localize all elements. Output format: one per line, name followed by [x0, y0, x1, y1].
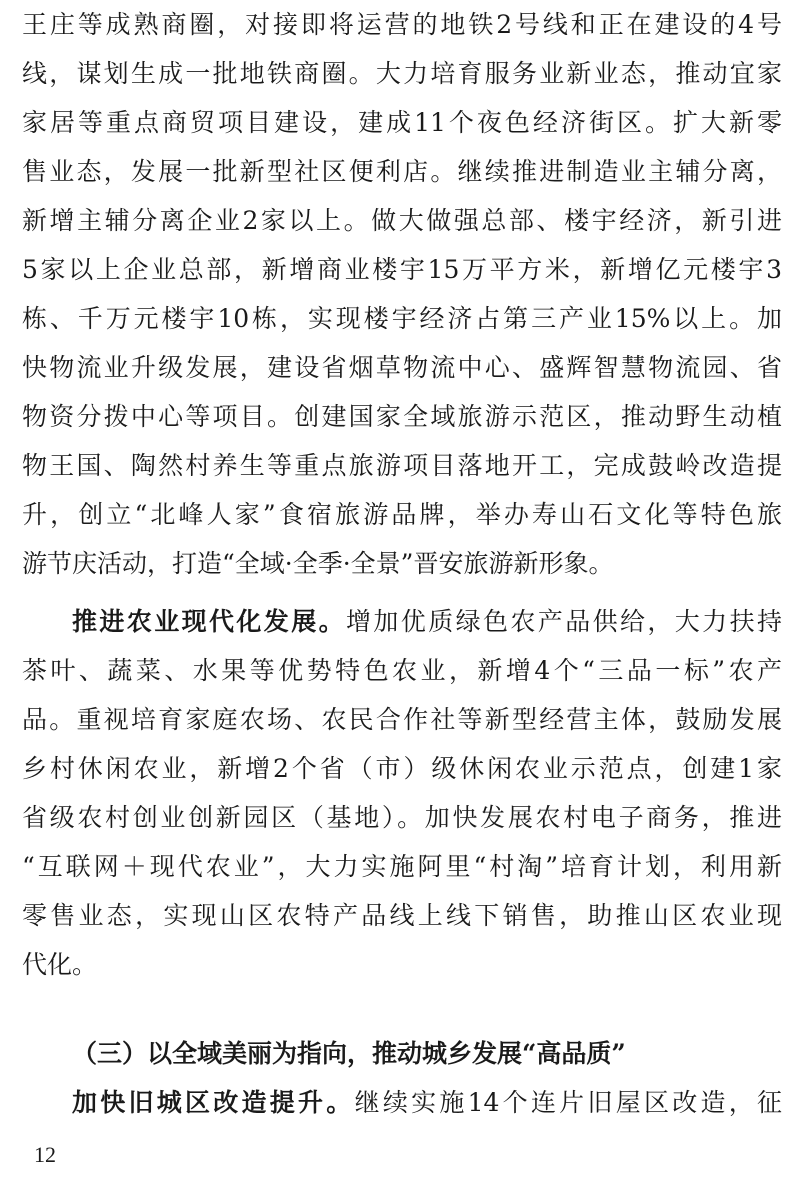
paragraph-line: 家居等重点商贸项目建设，建成11个夜色经济街区。扩大新零 [22, 108, 782, 137]
paragraph-line: 新增主辅分离企业2家以上。做大做强总部、楼宇经济，新引进 [22, 206, 782, 235]
paragraph-first-line [22, 1078, 782, 1127]
paragraph-text: 继续实施14个连片旧屋区改造，征 [354, 1088, 782, 1117]
paragraph-line: 5家以上企业总部，新增商业楼宇15万平方米，新增亿元楼宇3 [22, 255, 782, 284]
paragraph-line: 售业态，发展一批新型社区便利店。继续推进制造业主辅分离， [22, 157, 782, 186]
paragraph-text: 增加优质绿色农产品供给，大力扶持 [346, 607, 782, 636]
paragraph-line: 快物流业升级发展，建设省烟草物流中心、盛辉智慧物流园、省 [22, 353, 782, 382]
paragraph-heading: 加快旧城区改造提升。 [72, 1088, 355, 1117]
paragraph-line: 代化。 [22, 950, 98, 979]
paragraph-line: 线，谋划生成一批地铁商圈。大力培育服务业新业态，推动宜家 [22, 59, 782, 88]
paragraph-line: 王庄等成熟商圈，对接即将运营的地铁2号线和正在建设的4号 [22, 10, 782, 39]
paragraph-line: 物资分拨中心等项目。创建国家全域旅游示范区，推动野生动植 [22, 402, 782, 431]
page-number: 12 [34, 1142, 56, 1167]
section-three [22, 1029, 782, 1127]
paragraph-first-line [22, 597, 782, 646]
paragraph-commerce-services [22, 0, 782, 588]
paragraph-line: 省级农村创业创新园区（基地）。加快发展农村电子商务，推进 [22, 803, 782, 832]
section-heading: （三）以全域美丽为指向，推动城乡发展“高品质” [72, 1039, 626, 1068]
paragraph-heading: 推进农业现代化发展。 [72, 607, 346, 636]
paragraph-line: 品。重视培育家庭农场、农民合作社等新型经营主体，鼓励发展 [22, 705, 782, 734]
paragraph-line: 游节庆活动，打造“全域·全季·全景”晋安旅游新形象。 [22, 549, 614, 578]
paragraph-line: 升，创立“北峰人家”食宿旅游品牌，举办寿山石文化等特色旅 [22, 500, 782, 529]
paragraph-line: 物王国、陶然村养生等重点旅游项目落地开工，完成鼓岭改造提 [22, 451, 782, 480]
paragraph-line: 乡村休闲农业，新增2个省（市）级休闲农业示范点，创建1家 [22, 754, 782, 783]
paragraph-line: 零售业态，实现山区农特产品线上线下销售，助推山区农业现 [22, 901, 782, 930]
paragraph-line: “互联网＋现代农业”，大力实施阿里“村淘”培育计划，利用新 [22, 852, 782, 881]
paragraph-line: 茶叶、蔬菜、水果等优势特色农业，新增4个“三品一标”农产 [22, 656, 782, 685]
paragraph-agriculture [22, 597, 782, 989]
paragraph-line: 栋、千万元楼宇10栋，实现楼宇经济占第三产业15%以上。加 [22, 304, 782, 333]
